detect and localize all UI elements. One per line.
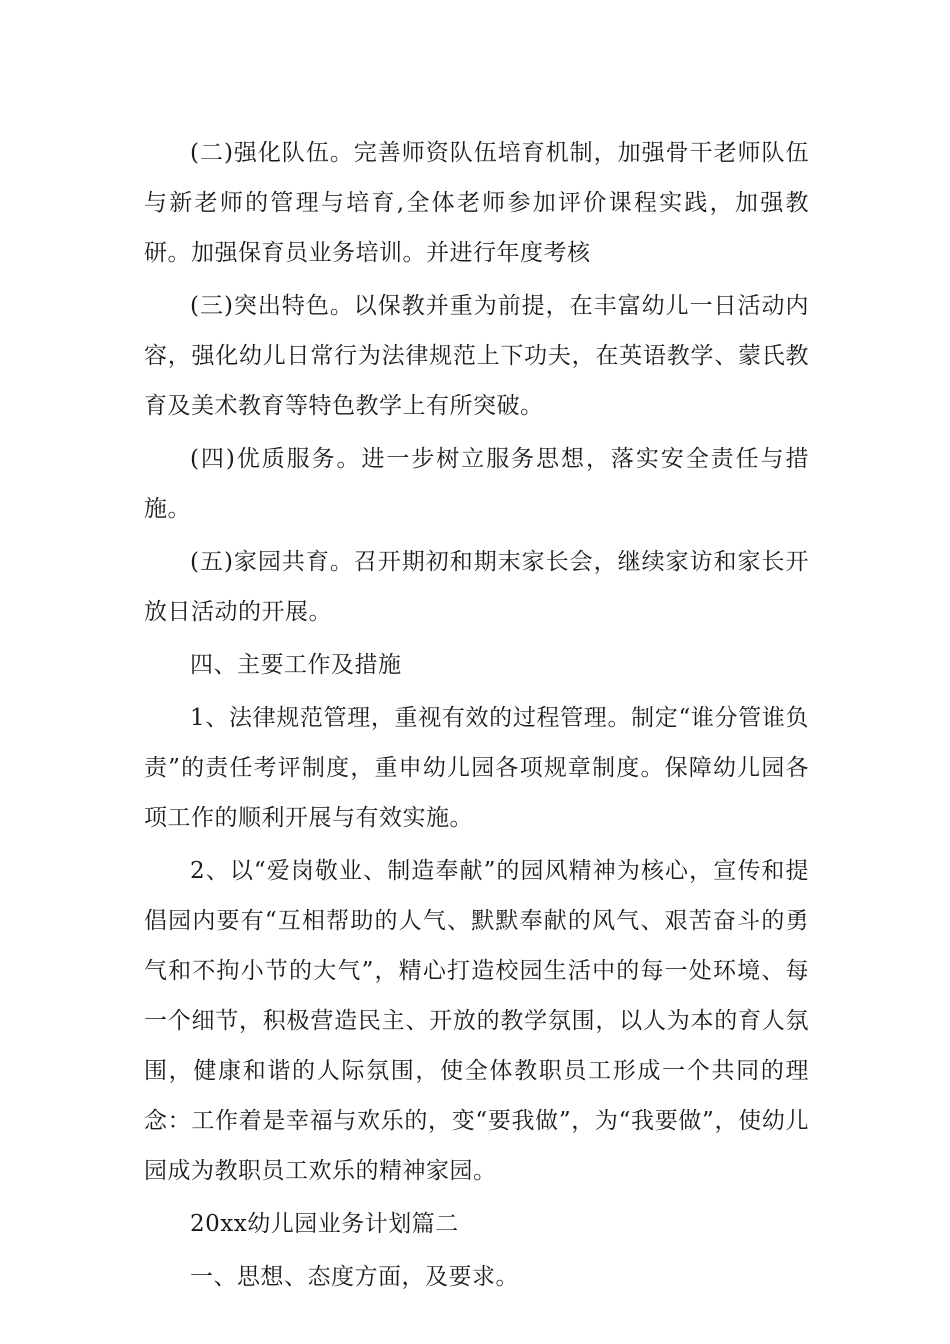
paragraph-home-school-cooperation: (五)家园共育。召开期初和期末家长会，继续家访和家长开放日活动的开展。 (144, 549, 809, 625)
paragraph-item-1: 1、法律规范管理，重视有效的过程管理。制定“谁分管谁负责”的责任考评制度，重申幼儿园各项规章制度。保障幼儿园各项工作的顺利开展与有效实施。 (144, 705, 809, 831)
document-body (144, 128, 809, 1305)
document-subtitle: 20xx幼儿园业务计划篇二 (190, 1211, 459, 1237)
paragraph-item-2: 2、以“爱岗敬业、制造奉献”的园风精神为核心，宣传和提倡园内要有“互相帮助的人气、默默奉献的风气、艰苦奋斗的勇气和不拘小节的大气”，精心打造校园生活中的每一处环境、每一个细节，积极营造民主、开放的教学氛围，以人为本的育人氛围，健康和谐的人际氛围，使全体教职员工形成一个共同的理念：工作着是幸福与欢乐的，变“要我做”，为“我要做”，使幼儿园成为教职员工欢乐的精神家园。 (144, 858, 809, 1184)
paragraph-highlight-features: (三)突出特色。以保教并重为前提，在丰富幼儿一日活动内容，强化幼儿日常行为法律规范上下功夫，在英语教学、蒙氏教育及美术教育等特色教学上有所突破。 (144, 293, 809, 419)
paragraph-quality-service: (四)优质服务。进一步树立服务思想，落实安全责任与措施。 (144, 446, 809, 522)
section-heading-main-work: 四、主要工作及措施 (190, 652, 402, 678)
section-heading-attitude: 一、思想、态度方面，及要求。 (190, 1264, 519, 1290)
paragraph-strengthen-team: (二)强化队伍。完善师资队伍培育机制，加强骨干老师队伍与新老师的管理与培育,全体老师参加评价课程实践，加强教研。加强保育员业务培训。并进行年度考核 (144, 140, 809, 266)
